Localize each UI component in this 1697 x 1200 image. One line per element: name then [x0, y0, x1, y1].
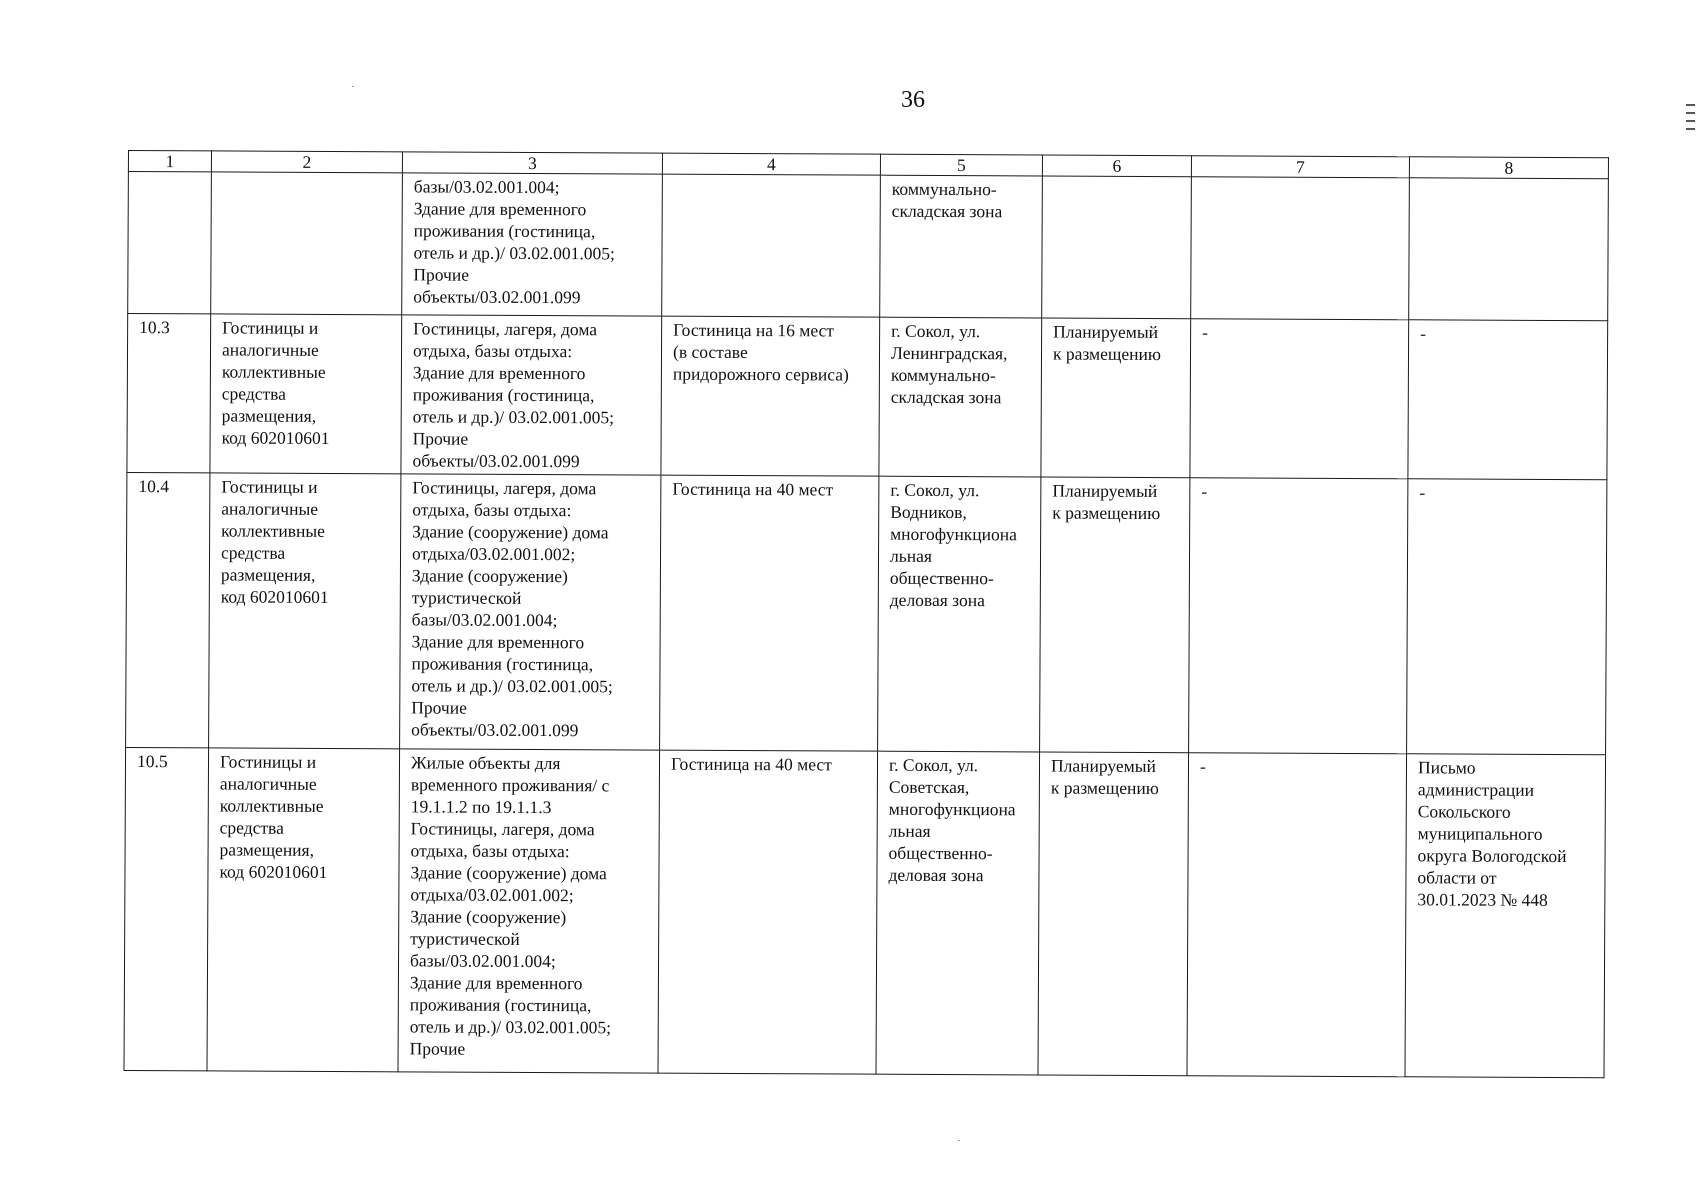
- scan-mark: [1686, 128, 1695, 130]
- category-cell: [211, 172, 403, 315]
- column-header: 1: [128, 151, 211, 172]
- category-cell: Гостиницы и аналогичные коллективные средства размещения, код 602010601: [207, 748, 400, 1072]
- location-cell: коммунально- складская зона: [880, 175, 1043, 318]
- status-cell: [1042, 176, 1192, 319]
- column-7-cell: [1191, 177, 1410, 320]
- object-name-cell: Гостиница на 40 мест: [658, 750, 878, 1074]
- object-types-cell: базы/03.02.001.004; Здание для временного проживания (гостиница, отель и др.)/ 03.02.001.005; Прочие объекты/03.02.001.099: [402, 173, 663, 316]
- status-cell: Планируемый к размещению: [1038, 752, 1189, 1076]
- column-header: 3: [402, 152, 662, 174]
- object-name-cell: [662, 174, 881, 317]
- table-row: [127, 314, 1608, 480]
- table-row: [126, 472, 1607, 754]
- data-table: [123, 150, 1608, 1078]
- page-number: 36: [901, 87, 925, 113]
- column-7-cell: -: [1187, 753, 1407, 1077]
- column-header: 5: [880, 154, 1042, 176]
- status-cell: Планируемый к размещению: [1040, 477, 1190, 753]
- column-7-cell: -: [1190, 319, 1409, 479]
- scan-mark: [958, 1140, 960, 1141]
- scan-mark: [352, 86, 354, 87]
- object-name-cell: Гостиница на 16 мест (в составе придорожного сервиса): [661, 316, 880, 476]
- column-header: 6: [1042, 155, 1191, 177]
- basis-cell: -: [1407, 479, 1607, 755]
- category-cell: Гостиницы и аналогичные коллективные средства размещения, код 602010601: [210, 314, 402, 474]
- location-cell: г. Сокол, ул. Водников, многофункциона льная общественно- деловая зона: [878, 476, 1041, 752]
- column-7-cell: -: [1189, 478, 1408, 754]
- row-number-cell: 10.3: [127, 314, 211, 473]
- object-types-cell: Жилые объекты для временного проживания/ с 19.1.1.2 по 19.1.1.3 Гостиницы, лагеря, дома отдыха, базы отдыха: Здание (сооружение) дома отдыха/03.02.001.002; Здание (сооружение) туристической базы/03.02.001.004; Здание для временного проживания (гостиница, отель и др.)/ 03.02.001.005; Прочие: [398, 749, 660, 1073]
- object-types-cell: Гостиницы, лагеря, дома отдыха, базы отдыха: Здание для временного проживания (гостиница, отель и др.)/ 03.02.001.005; Прочие объекты/03.02.001.099: [401, 315, 662, 475]
- column-header: 7: [1191, 156, 1409, 178]
- basis-cell: -: [1408, 320, 1608, 480]
- column-header: 4: [662, 153, 880, 175]
- basis-cell: [1409, 178, 1609, 321]
- table-row: [124, 747, 1606, 1077]
- object-types-cell: Гостиницы, лагеря, дома отдыха, базы отдыха: Здание (сооружение) дома отдыха/03.02.001.002; Здание (сооружение) туристической базы/03.02.001.004; Здание для временного проживания (гостиница, отель и др.)/ 03.02.001.005; Прочие объекты/03.02.001.099: [400, 474, 661, 750]
- location-cell: г. Сокол, ул. Советская, многофункциона льная общественно- деловая зона: [876, 751, 1040, 1075]
- document-sheet: [123, 150, 1607, 1078]
- scan-mark: [1686, 120, 1695, 122]
- row-number-cell: 10.5: [124, 747, 209, 1070]
- row-number-cell: 10.4: [126, 472, 210, 747]
- row-number-cell: [128, 172, 212, 314]
- column-header: 8: [1409, 157, 1608, 179]
- scan-mark: [1686, 112, 1695, 114]
- object-name-cell: Гостиница на 40 мест: [660, 475, 879, 751]
- category-cell: Гостиницы и аналогичные коллективные средства размещения, код 602010601: [209, 473, 401, 749]
- basis-cell: Письмо администрации Сокольского муниципального округа Вологодской области от 30.01.2023 № 448: [1405, 754, 1606, 1078]
- scan-mark: [1686, 104, 1695, 106]
- table-row: [128, 172, 1609, 321]
- status-cell: Планируемый к размещению: [1041, 318, 1191, 478]
- column-header: 2: [211, 151, 402, 173]
- location-cell: г. Сокол, ул. Ленинградская, коммунально- складская зона: [879, 317, 1042, 477]
